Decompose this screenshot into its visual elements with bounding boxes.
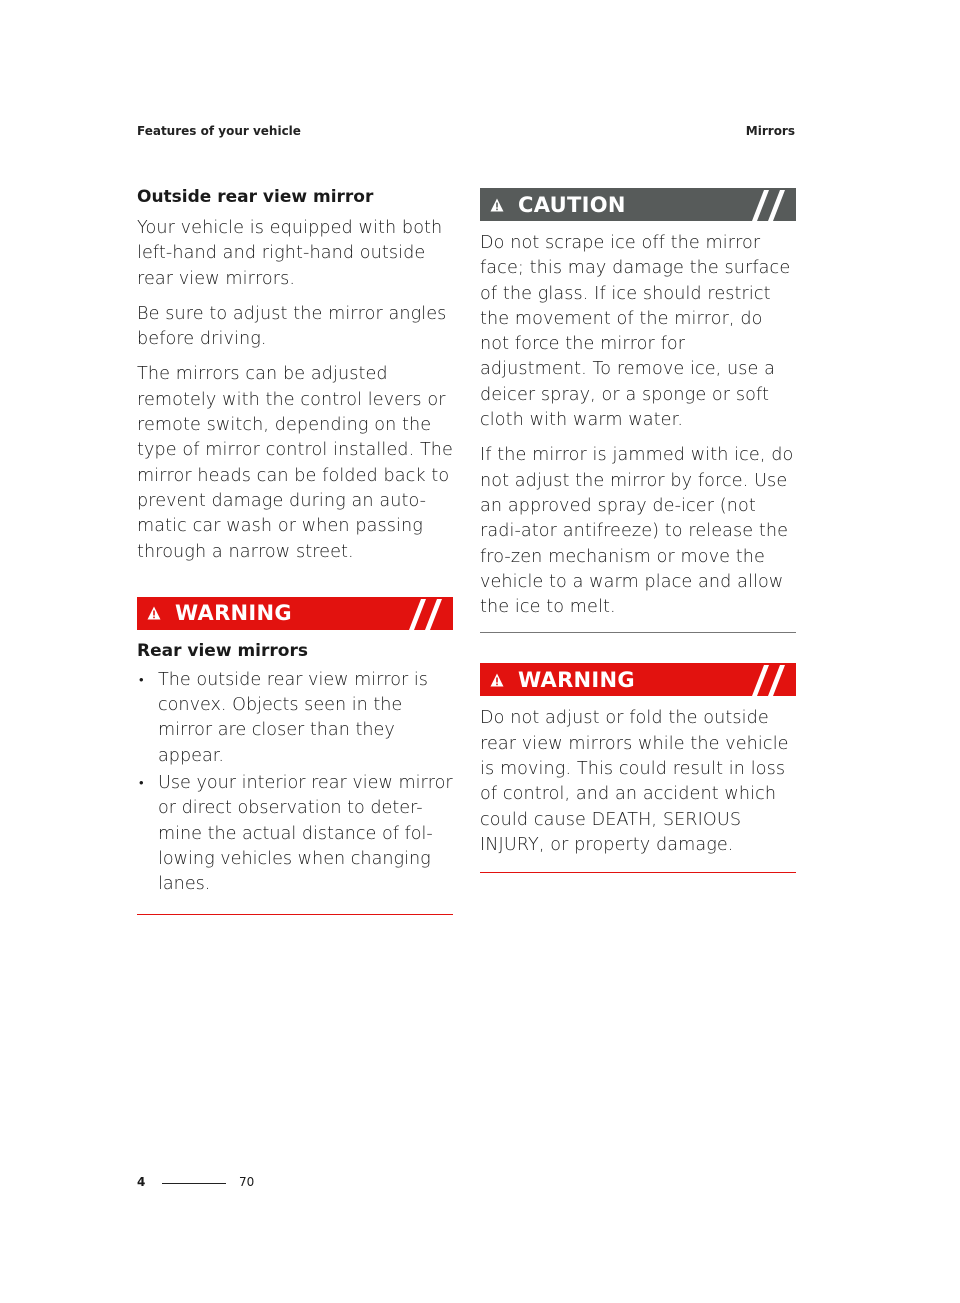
list-item: • The outside rear view mirror is convex. Objects seen in the mirror are closer than they appear.	[137, 668, 453, 769]
warning-label: WARNING	[175, 601, 292, 626]
caution-label: CAUTION	[518, 192, 626, 217]
list-item: • Use your interior rear view mirror or direct observation to deter-mine the actual distance of fol-lowing vehicles when changing lanes.	[137, 771, 453, 897]
paragraph: The mirrors can be adjusted remotely with the control levers or remote switch, depending on the type of mirror control installed. The mirror heads can be folded back to prevent damage during an auto-matic car wash or when passing through a narrow street.	[137, 364, 453, 562]
slash-stripes-icon	[742, 663, 788, 696]
warning-triangle-icon	[490, 198, 504, 212]
warning-triangle-icon	[147, 606, 161, 620]
page-footer	[137, 1175, 257, 1195]
chapter-number: 4	[137, 1175, 146, 1189]
warning-label: WARNING	[518, 667, 635, 692]
header-topic: Mirrors	[745, 124, 795, 138]
slash-stripes-icon	[399, 597, 445, 630]
warning-bullet-list	[137, 668, 453, 898]
right-column	[480, 188, 796, 873]
paragraph: Be sure to adjust the mirror angles before driving.	[137, 303, 447, 350]
paragraph: Your vehicle is equipped with both left-hand and right-hand outside rear view mirrors.	[137, 218, 443, 289]
page-number: 70	[239, 1175, 255, 1189]
section-heading: Outside rear view mirror	[137, 187, 374, 207]
warning-banner	[137, 597, 453, 630]
divider	[137, 914, 453, 915]
divider	[480, 872, 796, 873]
paragraph: Do not scrape ice off the mirror face; this may damage the surface of the glass. If ice should restrict the movement of the mirror, do not force the mirror for adjustment. To remove ice, use a deicer spray, or a sponge or soft cloth with warm water.	[480, 233, 791, 431]
header-section: Features of your vehicle	[137, 124, 301, 138]
caution-banner	[480, 188, 796, 221]
paragraph: Do not adjust or fold the outside rear view mirrors while the vehicle is moving. This could result in loss of control, and an accident which could cause DEATH, SERIOUS INJURY, or property damage.	[480, 708, 789, 855]
left-column	[137, 186, 453, 915]
slash-stripes-icon	[742, 188, 788, 221]
footer-rule	[162, 1183, 226, 1184]
warning-triangle-icon	[490, 673, 504, 687]
paragraph: If the mirror is jammed with ice, do not adjust the mirror by force. Use an approved spray de-icer (not radi-ator antifreeze) to release the fro-zen mechanism or move the vehicle to a warm place and allow the ice to melt.	[480, 445, 794, 618]
warning-heading: Rear view mirrors	[137, 640, 308, 661]
warning-banner	[480, 663, 796, 696]
